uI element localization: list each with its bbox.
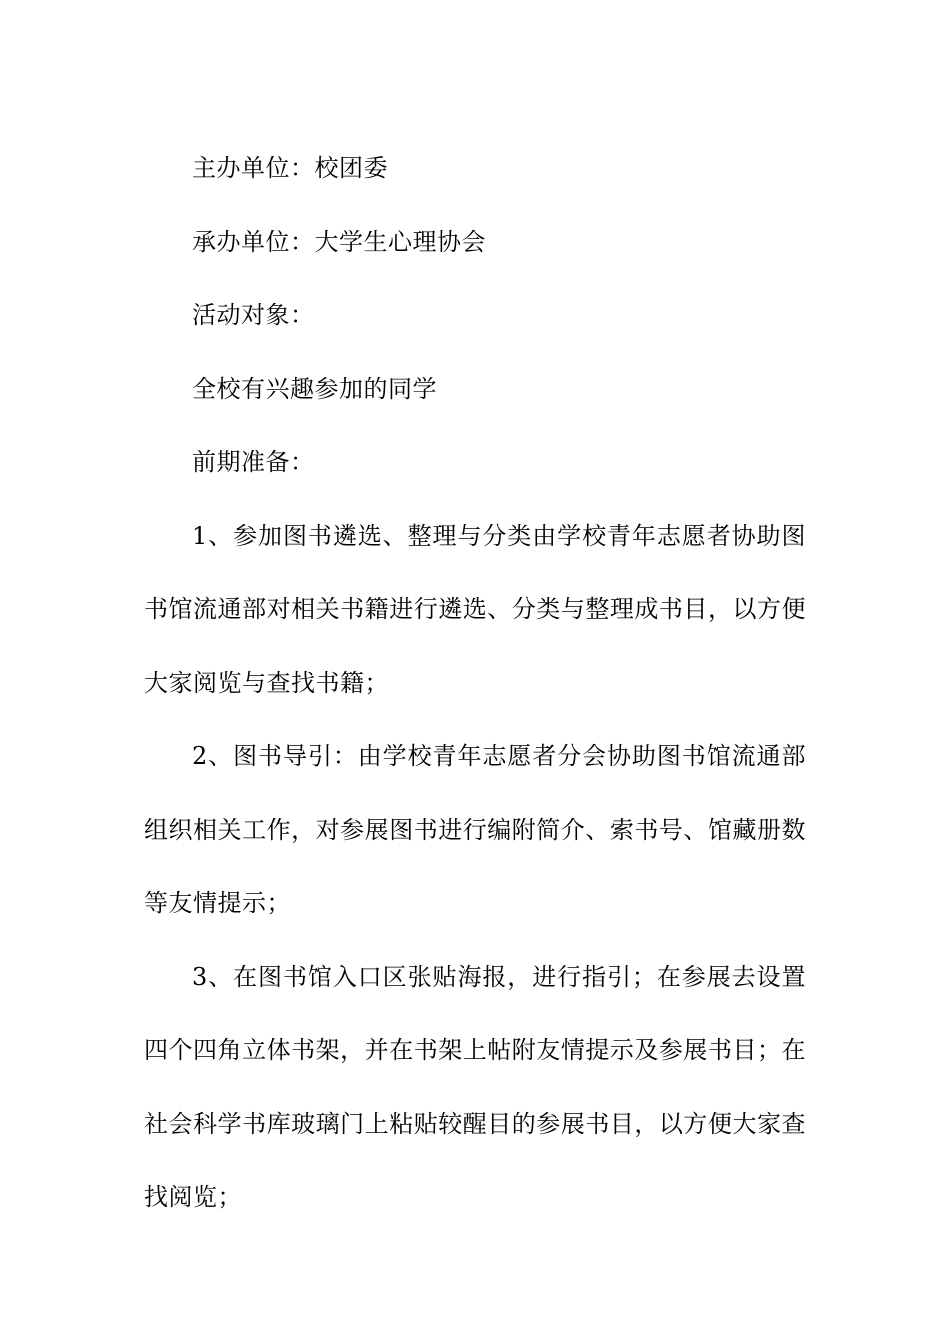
preparation-item-1: 1、参加图书遴选、整理与分类由学校青年志愿者协助图书馆流通部对相关书籍进行遴选、分类与整理成书目，以方便大家阅览与查找书籍； <box>144 521 806 697</box>
preparation-item-2: 2、图书导引：由学校青年志愿者分会协助图书馆流通部组织相关工作，对参展图书进行编附简介、索书号、馆藏册数等友情提示； <box>144 742 806 917</box>
audience-line: 全校有兴趣参加的同学 <box>192 374 437 403</box>
organizer-line: 主办单位：校团委 <box>192 154 388 182</box>
preparation-item-3: 3、在图书馆入口区张贴海报，进行指引；在参展去设置四个四角立体书架，并在书架上帖附友情提示及参展书目；在社会科学书库玻璃门上粘贴较醒目的参展书目，以方便大家查找阅览； <box>144 962 806 1211</box>
co-organizer-line: 承办单位：大学生心理协会 <box>192 227 486 256</box>
document-body <box>144 132 806 1235</box>
preparation-heading: 前期准备： <box>192 448 315 476</box>
audience-heading: 活动对象： <box>192 301 315 329</box>
